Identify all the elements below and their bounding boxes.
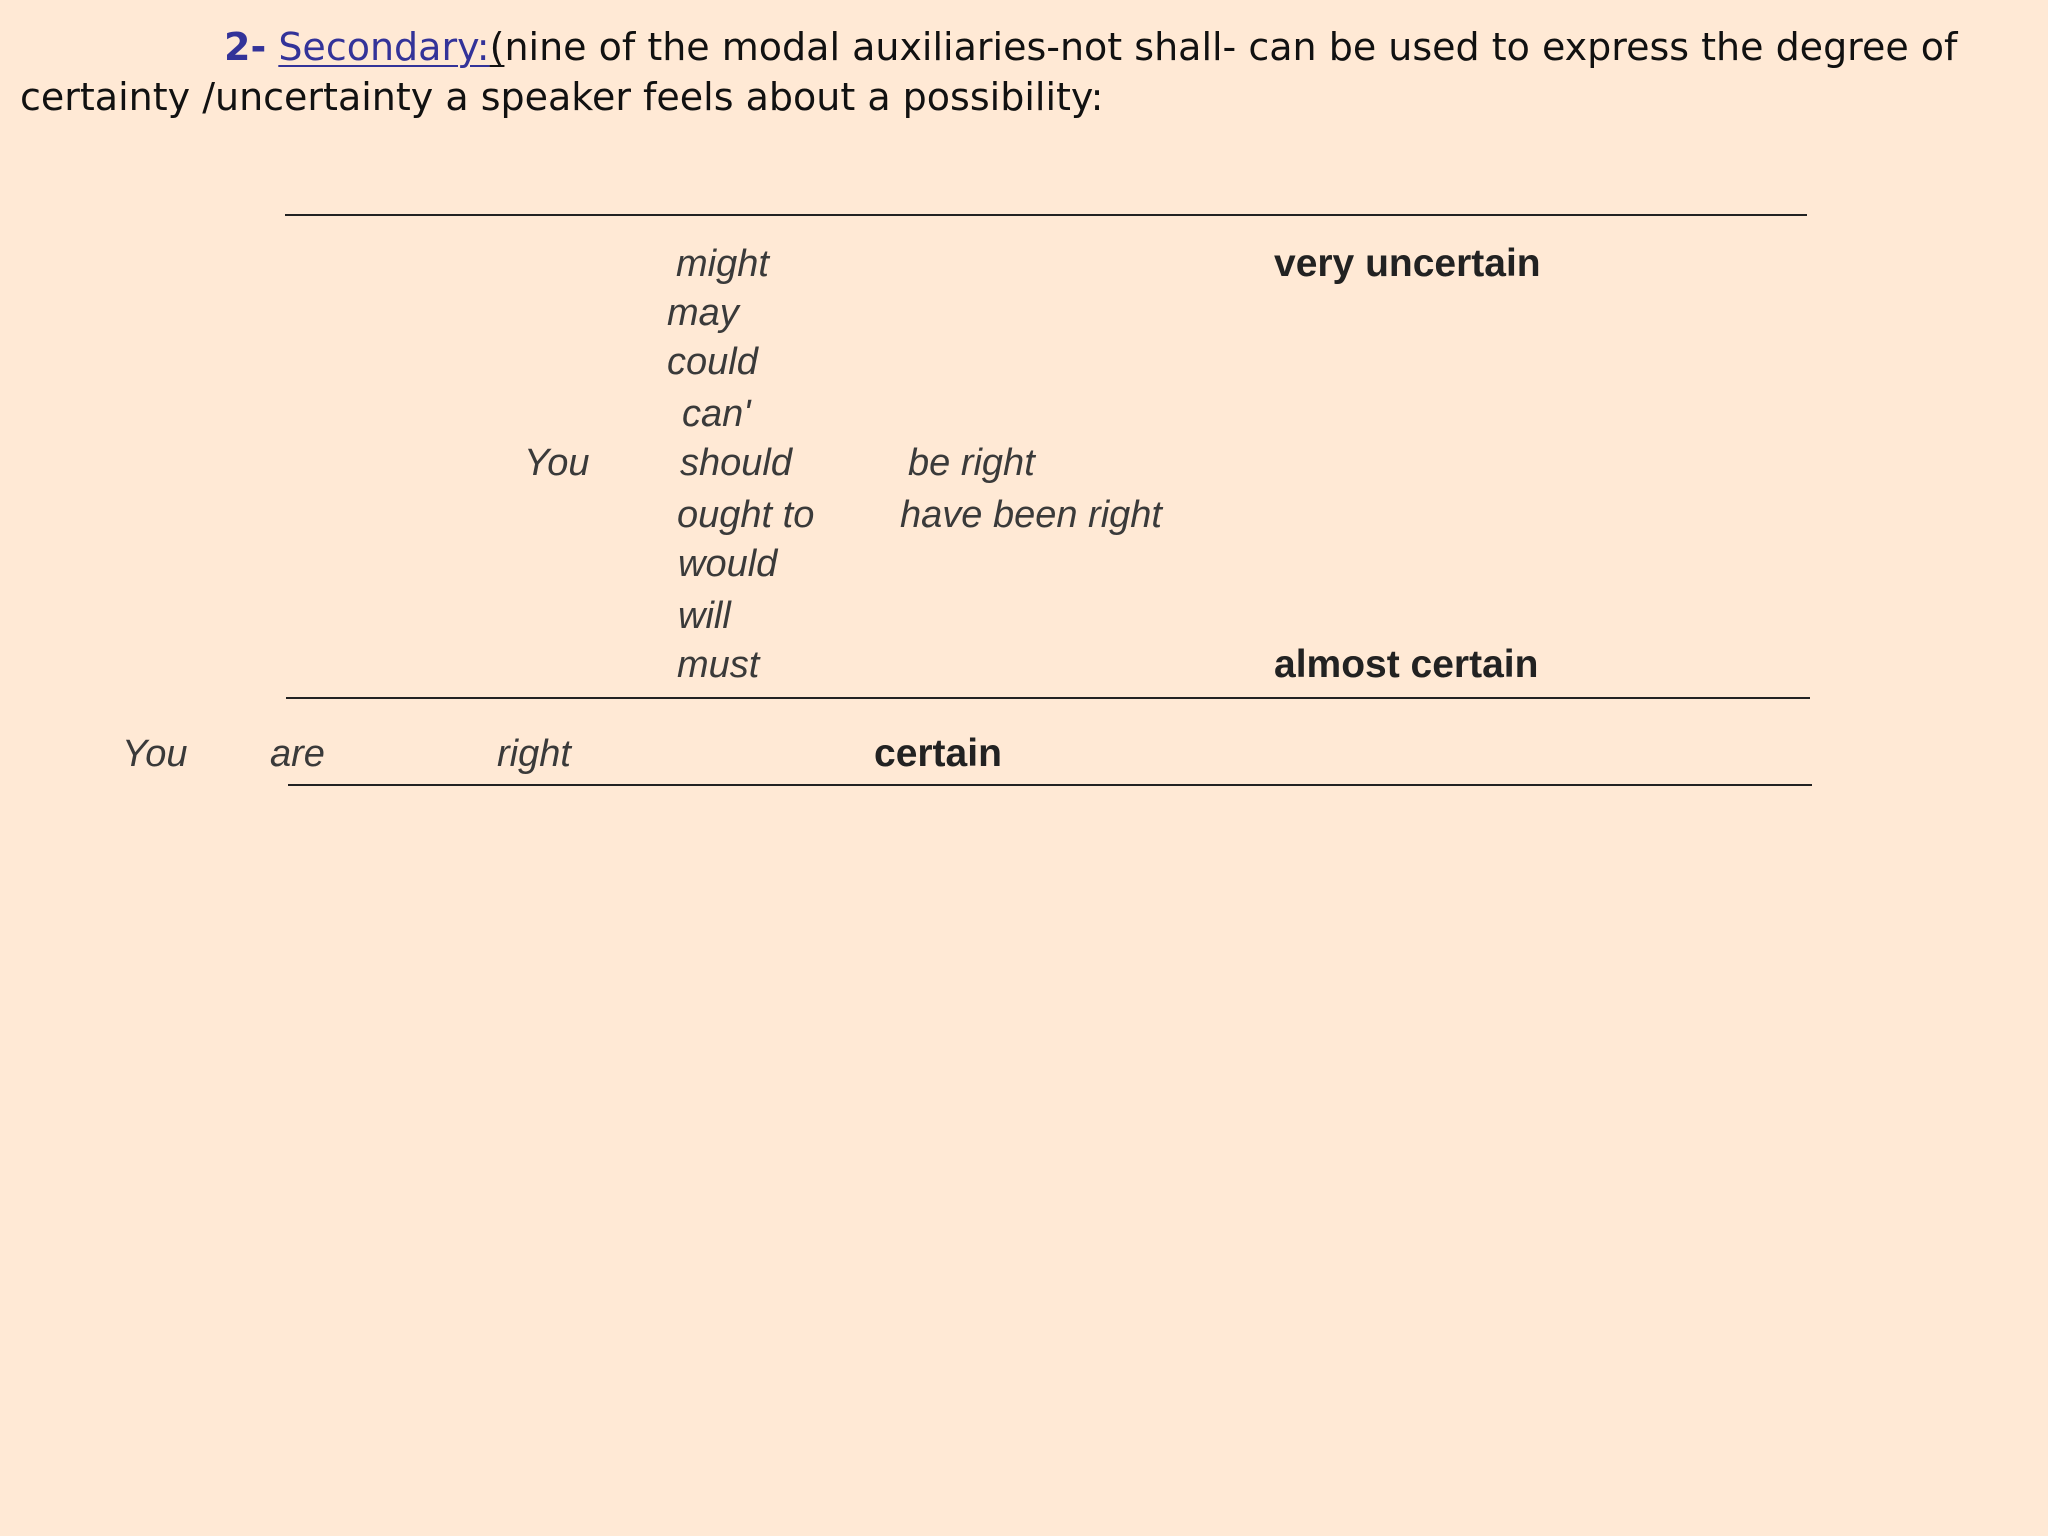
modal-will: will — [678, 595, 731, 637]
modal-should: should — [680, 442, 792, 484]
complement-have-been-right: have been right — [900, 494, 1162, 536]
top-rule — [285, 214, 1807, 216]
section-number: 2- — [224, 25, 267, 69]
scale-very-uncertain: very uncertain — [1274, 242, 1541, 285]
modal-would: would — [678, 543, 778, 585]
scale-almost-certain: almost certain — [1274, 643, 1539, 686]
middle-rule — [286, 697, 1810, 699]
section-term: Secondary: — [278, 25, 490, 69]
modal-ought-to: ought to — [677, 494, 815, 536]
modal-must: must — [677, 644, 760, 686]
modal-might: might — [676, 243, 769, 285]
heading — [20, 22, 2010, 122]
open-paren: ( — [489, 25, 505, 69]
certain-row-complement: right — [497, 733, 571, 775]
modal-may: may — [667, 292, 739, 334]
certain-row-degree: certain — [874, 732, 1002, 775]
bottom-rule — [288, 784, 1812, 786]
heading-text: nine of the modal auxiliaries-not shall- can be used to express the degree of certainty /uncertainty a speaker feels about a possibility: — [20, 25, 1958, 119]
subject-you: You — [524, 442, 590, 484]
modal-could: could — [667, 341, 758, 383]
modal-cant: can' — [682, 393, 751, 435]
certain-row-subject: You — [122, 733, 188, 775]
certain-row-verb: are — [270, 733, 325, 775]
complement-be-right: be right — [908, 442, 1035, 484]
